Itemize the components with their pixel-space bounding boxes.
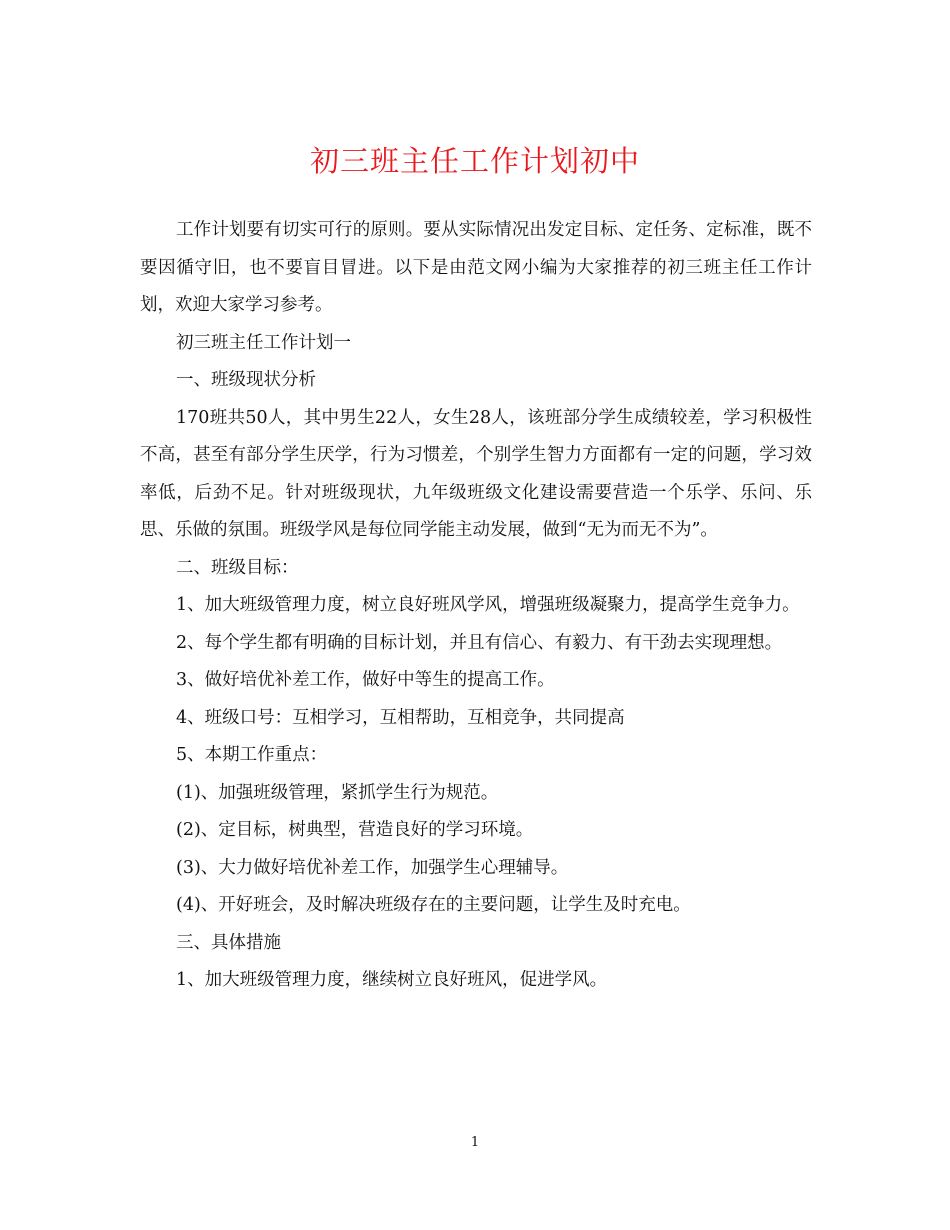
- focus-item-2: (2)、定目标，树典型，营造良好的学习环境。: [176, 820, 534, 840]
- goal-item-4: 4、班级口号：互相学习，互相帮助，互相竞争，共同提高: [176, 707, 625, 728]
- goal-item-5: 5、本期工作重点：: [176, 745, 328, 765]
- measure-item-1: 1、加大班级管理力度，继续树立良好班风，促进学风。: [176, 970, 608, 990]
- document-title: 初三班主任工作计划初中: [309, 144, 640, 178]
- section-heading-analysis: 一、班级现状分析: [176, 370, 316, 390]
- document-body: [140, 212, 812, 1000]
- section-heading-goals: 二、班级目标：: [176, 557, 299, 578]
- focus-item-1: (1)、加强班级管理，紧抓学生行为规范。: [176, 782, 499, 803]
- goal-item-1: 1、加大班级管理力度，树立良好班风学风，增强班级凝聚力，提高学生竞争力。: [176, 595, 800, 615]
- intro-paragraph: 工作计划要有切实可行的原则。要从实际情况出发定目标、定任务、定标准，既不要因循守旧，也不要盲目冒进。以下是由范文网小编为大家推荐的初三班主任工作计划，欢迎大家学习参考。: [140, 220, 812, 315]
- analysis-paragraph: 170班共50人，其中男生22人，女生28人，该班部分学生成绩较差，学习积极性不高，甚至有部分学生厌学，行为习惯差，个别学生智力方面都有一定的问题，学习效率低，后劲不足。针对班级现状，九年级班级文化建设需要营造一个乐学、乐问、乐思、乐做的氛围。班级学风是每位同学能主动发展，做到“无为而无不为”。: [140, 407, 812, 540]
- plan-heading: 初三班主任工作计划一: [176, 332, 351, 353]
- section-heading-measures: 三、具体措施: [176, 932, 281, 953]
- focus-item-4: (4)、开好班会，及时解决班级存在的主要问题，让学生及时充电。: [176, 895, 691, 915]
- focus-item-3: (3)、大力做好培优补差工作，加强学生心理辅导。: [176, 857, 569, 878]
- goal-item-2: 2、每个学生都有明确的目标计划，并且有信心、有毅力、有干劲去实现理想。: [176, 632, 783, 653]
- goal-item-3: 3、做好培优补差工作，做好中等生的提高工作。: [176, 670, 555, 690]
- page-number: 1: [470, 1135, 480, 1150]
